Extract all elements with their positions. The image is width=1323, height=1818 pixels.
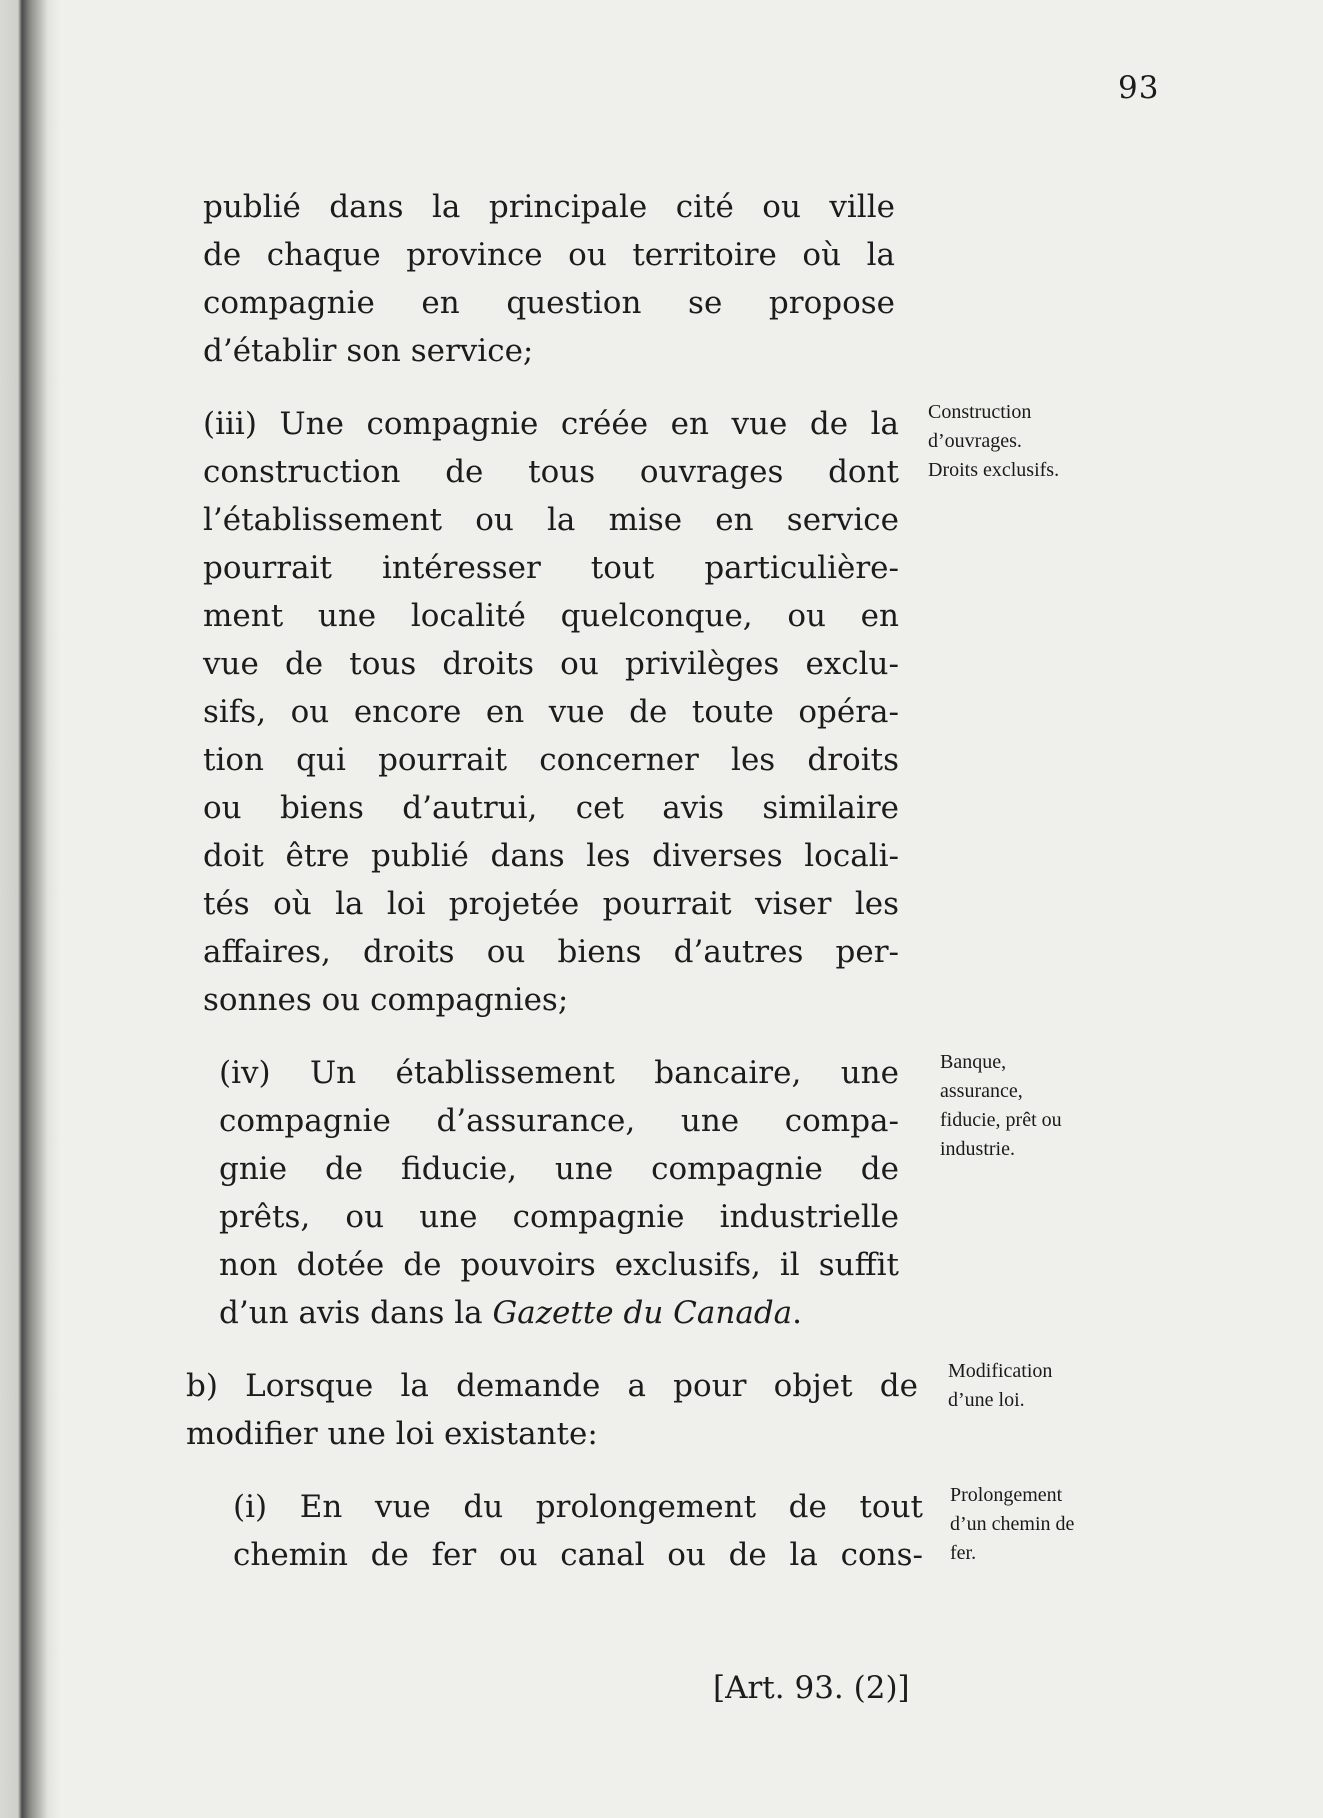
margin-note-line: d’un chemin de <box>950 1513 1075 1535</box>
margin-note-line: Construction <box>928 401 1032 423</box>
text-line: (iv) Un établissement bancaire, une <box>219 1055 899 1091</box>
text-line: chemin de fer ou canal ou de la cons- <box>233 1537 923 1573</box>
text-line: l’établissement ou la mise en service <box>203 502 899 538</box>
margin-note-line: Droits exclusifs. <box>928 459 1060 481</box>
binding-gutter <box>0 0 60 1818</box>
text-line: prêts, ou une compagnie industrielle <box>219 1199 899 1235</box>
margin-note-construction <box>928 398 1059 485</box>
text-line: tion qui pourrait concerner les droits <box>203 742 899 778</box>
margin-note-line: fiducie, prêt ou <box>940 1109 1062 1131</box>
margin-note-banque <box>940 1048 1062 1164</box>
text-line: ou biens d’autrui, cet avis similaire <box>203 790 899 826</box>
text-fragment: . <box>792 1295 803 1331</box>
margin-note-modification <box>948 1357 1052 1415</box>
text-line: gnie de fiducie, une compagnie de <box>219 1151 899 1187</box>
paragraph-b <box>186 1362 918 1458</box>
text-line: sonnes ou compagnies; <box>203 982 569 1018</box>
article-reference: [Art. 93. (2)] <box>713 1670 910 1706</box>
margin-note-line: industrie. <box>940 1138 1015 1160</box>
text-line: tés où la loi projetée pourrait viser les <box>203 886 899 922</box>
margin-note-line: d’ouvrages. <box>928 430 1022 452</box>
paragraph-continuation <box>203 183 895 375</box>
text-line: modifier une loi existante: <box>186 1416 598 1452</box>
margin-note-line: Prolongement <box>950 1484 1063 1506</box>
text-line: non dotée de pouvoirs exclusifs, il suffit <box>219 1247 899 1283</box>
text-fragment: d’un avis dans la <box>219 1295 493 1331</box>
margin-note-line: Modification <box>948 1360 1053 1382</box>
page-number: 93 <box>1118 70 1160 106</box>
text-line: ment une localité quelconque, ou en <box>203 598 899 634</box>
text-line: vue de tous droits ou privilèges exclu- <box>203 646 899 682</box>
text-line: b) Lorsque la demande a pour objet de <box>186 1368 918 1404</box>
text-line: de chaque province ou territoire où la <box>203 237 895 273</box>
text-line: doit être publié dans les diverses locali- <box>203 838 899 874</box>
margin-note-line: fer. <box>950 1542 977 1564</box>
paragraph-iv <box>219 1049 899 1337</box>
gazette-title: Gazette du Canada <box>492 1295 793 1331</box>
margin-note-line: d’une loi. <box>948 1389 1025 1411</box>
margin-note-prolongement <box>950 1481 1074 1568</box>
text-line: (i) En vue du prolongement de tout <box>233 1489 923 1525</box>
text-line: construction de tous ouvrages dont <box>203 454 899 490</box>
margin-note-line: assurance, <box>940 1080 1023 1102</box>
text-line: affaires, droits ou biens d’autres per- <box>203 934 899 970</box>
paragraph-i <box>233 1483 923 1579</box>
margin-note-line: Banque, <box>940 1051 1007 1073</box>
text-line: publié dans la principale cité ou ville <box>203 189 895 225</box>
text-line: pourrait intéresser tout particulière- <box>203 550 899 586</box>
text-line: (iii) Une compagnie créée en vue de la <box>203 406 899 442</box>
text-line: d’établir son service; <box>203 333 534 369</box>
text-line: compagnie en question se propose <box>203 285 895 321</box>
text-line: compagnie d’assurance, une compa- <box>219 1103 899 1139</box>
text-line <box>219 1289 899 1337</box>
text-line: sifs, ou encore en vue de toute opéra- <box>203 694 899 730</box>
paragraph-iii <box>203 400 899 1024</box>
